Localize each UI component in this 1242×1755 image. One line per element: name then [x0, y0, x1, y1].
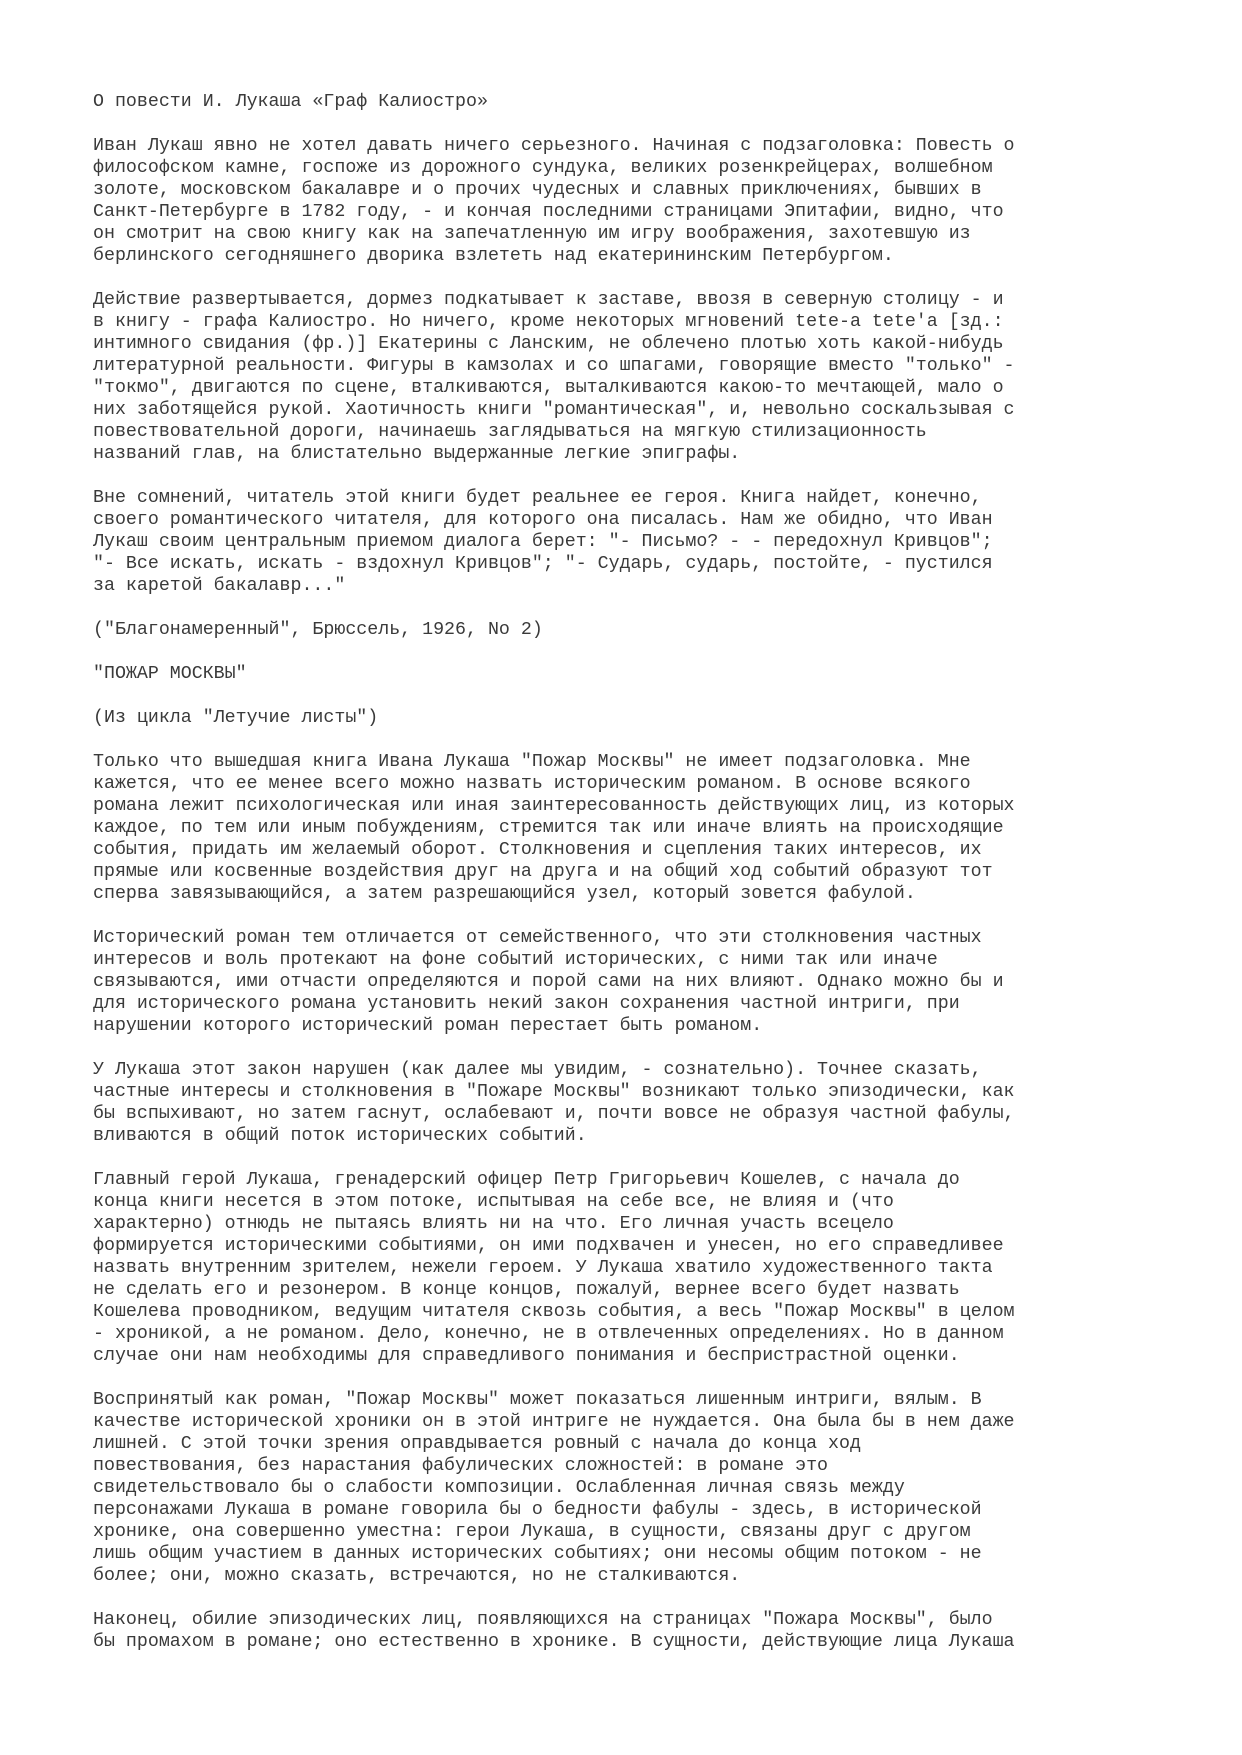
- text-line: нарушении которого исторический роман перестает быть романом.: [93, 1016, 763, 1036]
- text-line: свидетельствовало бы о слабости композиции. Ослабленная личная связь между: [93, 1478, 905, 1498]
- text-line: романа лежит психологическая или иная заинтересованность действующих лиц, из которых: [93, 796, 1015, 816]
- text-line: прямые или косвенные воздействия друг на друга и на общий ход событий образуют тот: [93, 862, 993, 882]
- text-line: Воспринятый как роман, "Пожар Москвы" может показаться лишенным интриги, вялым. В: [93, 1390, 982, 1410]
- paragraph: [93, 1059, 1213, 1147]
- paragraph: [93, 751, 1213, 905]
- source-line: [93, 619, 1213, 641]
- text-line: Действие развертывается, дормез подкатывает к заставе, ввозя в северную столицу - и: [93, 290, 1004, 310]
- text-line: он смотрит на свою книгу как на запечатленную им игру воображения, захотевшую из: [93, 224, 971, 244]
- text-line: них заботящейся рукой. Хаотичность книги "романтическая", и, невольно соскальзывая с: [93, 400, 1015, 420]
- text-line: Главный герой Лукаша, гренадерский офицер Петр Григорьевич Кошелев, с начала до: [93, 1170, 960, 1190]
- text-line: не сделать его и резонером. В конце концов, пожалуй, вернее всего будет назвать: [93, 1280, 960, 1300]
- paragraph: [93, 1169, 1213, 1367]
- text-line: назвать внутренним зрителем, нежели героем. У Лукаша хватило художественного такта: [93, 1258, 993, 1278]
- paragraph: [93, 1389, 1213, 1587]
- text-line: характерно) отнюдь не пытаясь влиять ни на что. Его личная участь всецело: [93, 1214, 894, 1234]
- text-line: повествования, без нарастания фабулических сложностей: в романе это: [93, 1456, 829, 1476]
- text-line: ("Благонамеренный", Брюссель, 1926, No 2): [93, 620, 543, 640]
- text-line: своего романтического читателя, для которого она писалась. Нам же обидно, что Иван: [93, 510, 993, 530]
- text-line: (Из цикла "Летучие листы"): [93, 708, 379, 728]
- text-line: связываются, ими отчасти определяются и порой сами на них влияют. Однако можно бы и: [93, 972, 1004, 992]
- text-line: случае они нам необходимы для справедливого понимания и беспристрастной оценки.: [93, 1346, 960, 1366]
- text-line: события, придать им желаемый оборот. Столкновения и сцепления таких интересов, их: [93, 840, 982, 860]
- text-line: кажется, что ее менее всего можно назвать историческим романом. В основе всякого: [93, 774, 971, 794]
- text-line: конца книги несется в этом потоке, испытывая на себе все, не влияя и (что: [93, 1192, 894, 1212]
- text-line: лишь общим участием в данных исторических событиях; они несомы общим потоком - не: [93, 1544, 982, 1564]
- text-line: литературной реальности. Фигуры в камзолах и со шпагами, говорящие вместо "только" -: [93, 356, 1015, 376]
- paragraph: [93, 135, 1213, 267]
- text-line: "токмо", двигаются по сцене, вталкиваются, выталкиваются какою-то мечтающей, мало о: [93, 378, 1004, 398]
- heading-line: [93, 663, 1213, 685]
- text-line: более; они, можно сказать, встречаются, но не сталкиваются.: [93, 1566, 741, 1586]
- text-line: Наконец, обилие эпизодических лиц, появляющихся на страницах "Пожара Москвы", было: [93, 1610, 993, 1630]
- text-line: лишней. С этой точки зрения оправдывается ровный с начала до конца ход: [93, 1434, 861, 1454]
- text-line: хронике, она совершенно уместна: герои Лукаша, в сущности, связаны друг с другом: [93, 1522, 971, 1542]
- text-line: Санкт-Петербурге в 1782 году, - и кончая последними страницами Эпитафии, видно, что: [93, 202, 1004, 222]
- text-line: интересов и воль протекают на фоне событий исторических, с ними так или иначе: [93, 950, 938, 970]
- text-line: Вне сомнений, читатель этой книги будет реальнее ее героя. Книга найдет, конечно,: [93, 488, 982, 508]
- text-line: в книгу - графа Калиостро. Но ничего, кроме некоторых мгновений tete-a tete'a [зд.:: [93, 312, 1004, 332]
- text-line: персонажами Лукаша в романе говорила бы о бедности фабулы - здесь, в исторической: [93, 1500, 982, 1520]
- text-line: бы промахом в романе; оно естественно в хронике. В сущности, действующие лица Лукаша: [93, 1632, 1015, 1652]
- text-line: Исторический роман тем отличается от семейственного, что эти столкновения частных: [93, 928, 982, 948]
- text-line: вливаются в общий поток исторических событий.: [93, 1126, 587, 1146]
- text-line: "- Все искать, искать - вздохнул Кривцов"; "- Сударь, сударь, постойте, - пустился: [93, 554, 993, 574]
- text-line: повествовательной дороги, начинаешь заглядываться на мягкую стилизационность: [93, 422, 927, 442]
- document-body: [93, 135, 1213, 1653]
- text-line: Только что вышедшая книга Ивана Лукаша "Пожар Москвы" не имеет подзаголовка. Мне: [93, 752, 971, 772]
- text-line: качестве исторической хроники он в этой интриге не нуждается. Она была бы в нем даже: [93, 1412, 1015, 1432]
- paragraph: [93, 1609, 1213, 1653]
- text-line: Кошелева проводником, ведущим читателя сквозь события, а весь "Пожар Москвы" в целом: [93, 1302, 1015, 1322]
- document-title: О повести И. Лукаша «Граф Калиостро»: [93, 92, 488, 112]
- text-line: философском камне, госпоже из дорожного сундука, великих розенкрейцерах, волшебном: [93, 158, 993, 178]
- text-line: частные интересы и столкновения в "Пожаре Москвы" возникают только эпизодически, как: [93, 1082, 1015, 1102]
- text-line: "ПОЖАР МОСКВЫ": [93, 664, 247, 684]
- text-line: бы вспыхивают, но затем гаснут, ослабевают и, почти вовсе не образуя частной фабулы,: [93, 1104, 1015, 1124]
- document-page: [93, 91, 1213, 1675]
- subheading-line: [93, 707, 1213, 729]
- text-line: интимного свидания (фр.)] Екатерины с Ланским, не облечено плотью хоть какой-нибудь: [93, 334, 1004, 354]
- paragraph: [93, 927, 1213, 1037]
- text-line: - хроникой, а не романом. Дело, конечно, не в отвлеченных определениях. Но в данном: [93, 1324, 1004, 1344]
- text-line: каждое, по тем или иным побуждениям, стремится так или иначе влиять на происходящие: [93, 818, 1004, 838]
- text-line: за каретой бакалавр...": [93, 576, 346, 596]
- text-line: сперва завязывающийся, а затем разрешающийся узел, который зовется фабулой.: [93, 884, 916, 904]
- text-line: для исторического романа установить некий закон сохранения частной интриги, при: [93, 994, 960, 1014]
- text-line: У Лукаша этот закон нарушен (как далее мы увидим, - сознательно). Точнее сказать,: [93, 1060, 982, 1080]
- paragraph: [93, 289, 1213, 465]
- text-line: Иван Лукаш явно не хотел давать ничего серьезного. Начиная с подзаголовка: Повесть о: [93, 136, 1015, 156]
- text-line: берлинского сегодняшнего дворика взлететь над екатерининским Петербургом.: [93, 246, 894, 266]
- text-line: Лукаш своим центральным приемом диалога берет: "- Письмо? - - передохнул Кривцов";: [93, 532, 993, 552]
- paragraph: [93, 487, 1213, 597]
- text-line: названий глав, на блистательно выдержанные легкие эпиграфы.: [93, 444, 741, 464]
- text-line: формируется историческими событиями, он ими подхвачен и унесен, но его справедливее: [93, 1236, 1004, 1256]
- text-line: золоте, московском бакалавре и о прочих чудесных и славных приключениях, бывших в: [93, 180, 982, 200]
